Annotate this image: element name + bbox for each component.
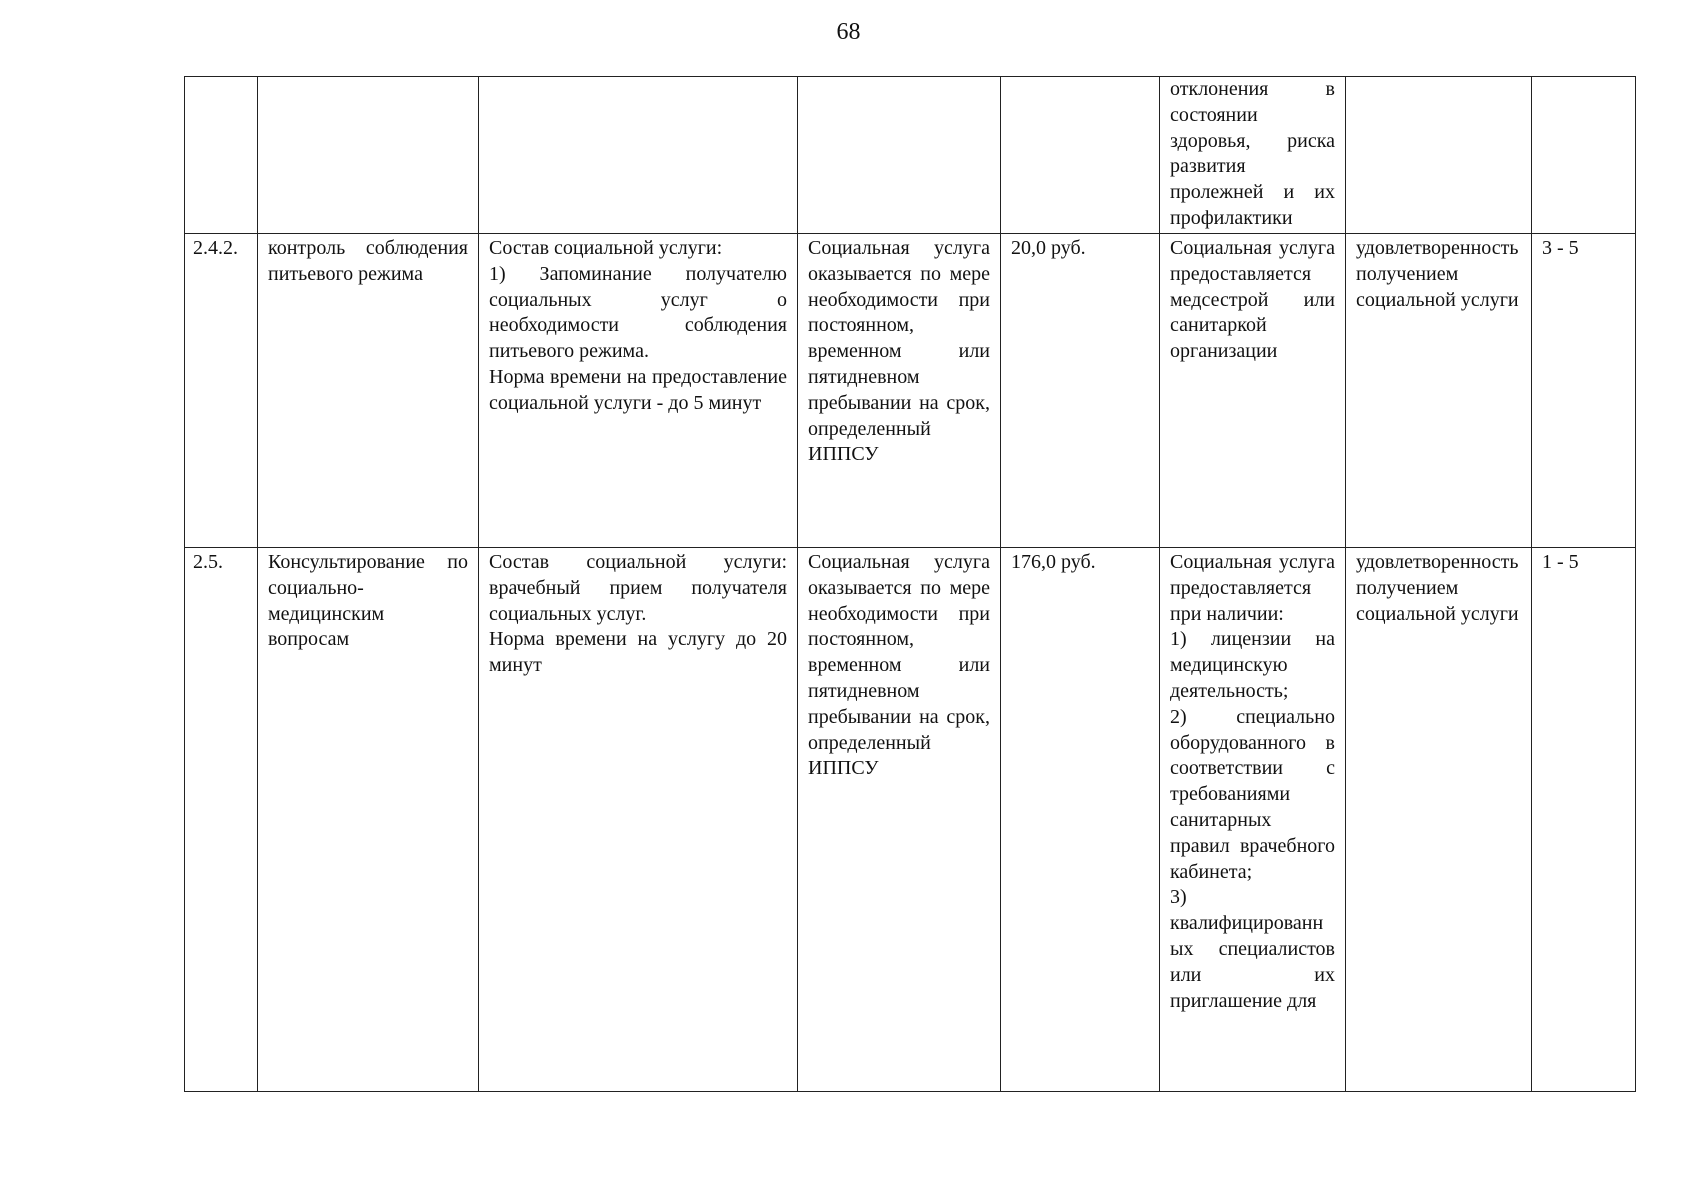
cell-number [185,77,258,234]
services-table [184,76,1636,1092]
service-quality: удовлетворенность получением социальной услуги [1346,234,1532,548]
conditions-line: 1) лицензии на медицинскую деятельность; [1170,628,1335,702]
composition-line: Состав социальной услуги: [489,237,723,259]
service-evaluation: 1 - 5 [1532,548,1636,1092]
table-row [185,234,1636,548]
service-quality: удовлетворенность получением социальной услуги [1346,548,1532,1092]
table-row-continuation [185,77,1636,234]
cell-evaluation [1532,77,1636,234]
service-composition [479,234,798,548]
cell-name [258,77,479,234]
cell-terms [798,77,1001,234]
continued-conditions-text: отклонения в состоянии здоровья, риска развития пролежней и их профилактики [1170,78,1335,229]
conditions-line: Социальная услуга предоставляется медсестрой или санитаркой организации [1170,237,1335,363]
cell-tariff [1001,77,1160,234]
composition-line: Норма времени на предоставление социальной услуги - до 5 минут [489,365,787,414]
conditions-line: 3) квалифицированных специалистов или их приглашение для [1170,886,1335,1012]
cell-composition [479,77,798,234]
composition-line: 1) Запоминание получателю социальных услуг о необходимости соблюдения питьевого режима. [489,262,787,363]
service-name: Консультирование по социально-медицинским вопросам [258,548,479,1092]
service-terms: Социальная услуга оказывается по мере необходимости при постоянном, временном или пятидневном пребывании на срок, определенный ИППСУ [798,234,1001,548]
composition-line: Состав социальной услуги: врачебный прием получателя социальных услуг. [489,551,787,625]
service-name: контроль соблюдения питьевого режима [258,234,479,548]
cell-quality [1346,77,1532,234]
service-terms: Социальная услуга оказывается по мере необходимости при постоянном, временном или пятидневном пребывании на срок, определенный ИППСУ [798,548,1001,1092]
service-number: 2.5. [185,548,258,1092]
service-number: 2.4.2. [185,234,258,548]
conditions-line: 2) специально оборудованного в соответствии с требованиями санитарных правил врачебного кабинета; [1170,705,1335,883]
composition-line: Норма времени на услугу до 20 минут [489,628,787,677]
service-tariff: 20,0 руб. [1001,234,1160,548]
conditions-line: Социальная услуга предоставляется при наличии: [1170,551,1335,625]
table-row [185,548,1636,1092]
service-evaluation: 3 - 5 [1532,234,1636,548]
service-tariff: 176,0 руб. [1001,548,1160,1092]
cell-conditions [1160,77,1346,234]
service-composition [479,548,798,1092]
service-conditions [1160,548,1346,1092]
page-number: 68 [836,19,861,45]
service-conditions [1160,234,1346,548]
